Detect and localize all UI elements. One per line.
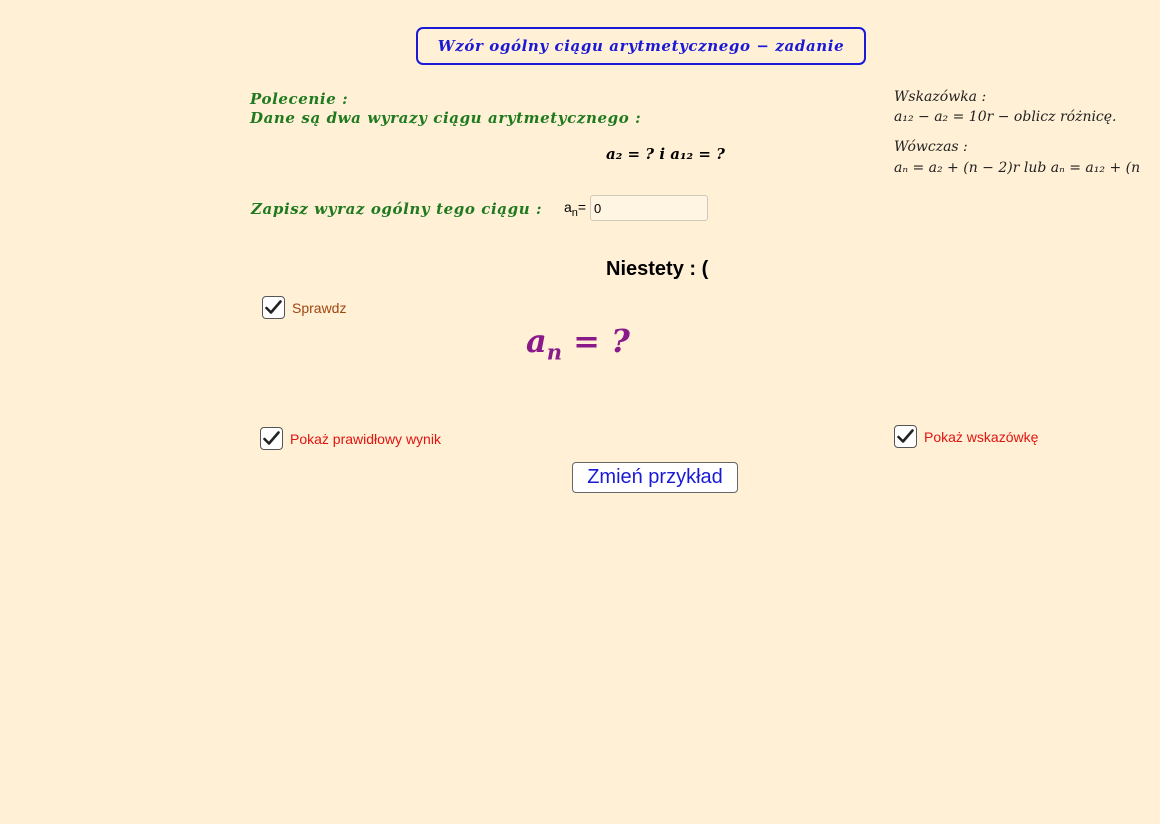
checkmark-icon bbox=[265, 300, 282, 315]
show-hint-label: Pokaż wskazówkę bbox=[924, 428, 1039, 445]
answer-input[interactable] bbox=[590, 195, 708, 221]
show-result-label: Pokaż prawidłowy wynik bbox=[290, 430, 441, 447]
show-result-checkbox[interactable] bbox=[260, 427, 441, 450]
given-terms: a₂ = ? i a₁₂ = ? bbox=[606, 145, 725, 163]
page-title: Wzór ogólny ciągu arytmetycznego − zadanie bbox=[437, 37, 845, 55]
feedback-text: Niestety : ( bbox=[606, 258, 709, 280]
change-example-button[interactable]: Zmień przykład bbox=[572, 462, 738, 493]
answer-label: $a_n=$ bbox=[564, 199, 587, 219]
hint-line-1: a₁₂ − a₂ = 10r − oblicz różnicę. bbox=[894, 109, 1117, 125]
checkbox-box[interactable] bbox=[894, 425, 917, 448]
check-label: Sprawdz bbox=[292, 299, 347, 316]
show-hint-checkbox[interactable] bbox=[894, 425, 1038, 448]
answer-prompt: Zapisz wyraz ogólny tego ciągu : bbox=[251, 200, 543, 218]
checkmark-icon bbox=[897, 429, 914, 444]
checkbox-box[interactable] bbox=[262, 296, 285, 319]
hint-line-2: aₙ = a₂ + (n − 2)r lub aₙ = a₁₂ + (n bbox=[894, 160, 1141, 176]
result-formula: $a_n$ = ? bbox=[526, 322, 630, 365]
checkbox-box[interactable] bbox=[260, 427, 283, 450]
hint-heading: Wskazówka : bbox=[894, 89, 987, 105]
title-box bbox=[416, 27, 866, 65]
task-description: Dane są dwa wyrazy ciągu arytmetycznego : bbox=[250, 109, 642, 127]
check-checkbox[interactable] bbox=[262, 296, 346, 319]
hint-heading-2: Wówczas : bbox=[894, 139, 968, 155]
checkmark-icon bbox=[263, 431, 280, 446]
task-heading: Polecenie : bbox=[250, 90, 349, 108]
